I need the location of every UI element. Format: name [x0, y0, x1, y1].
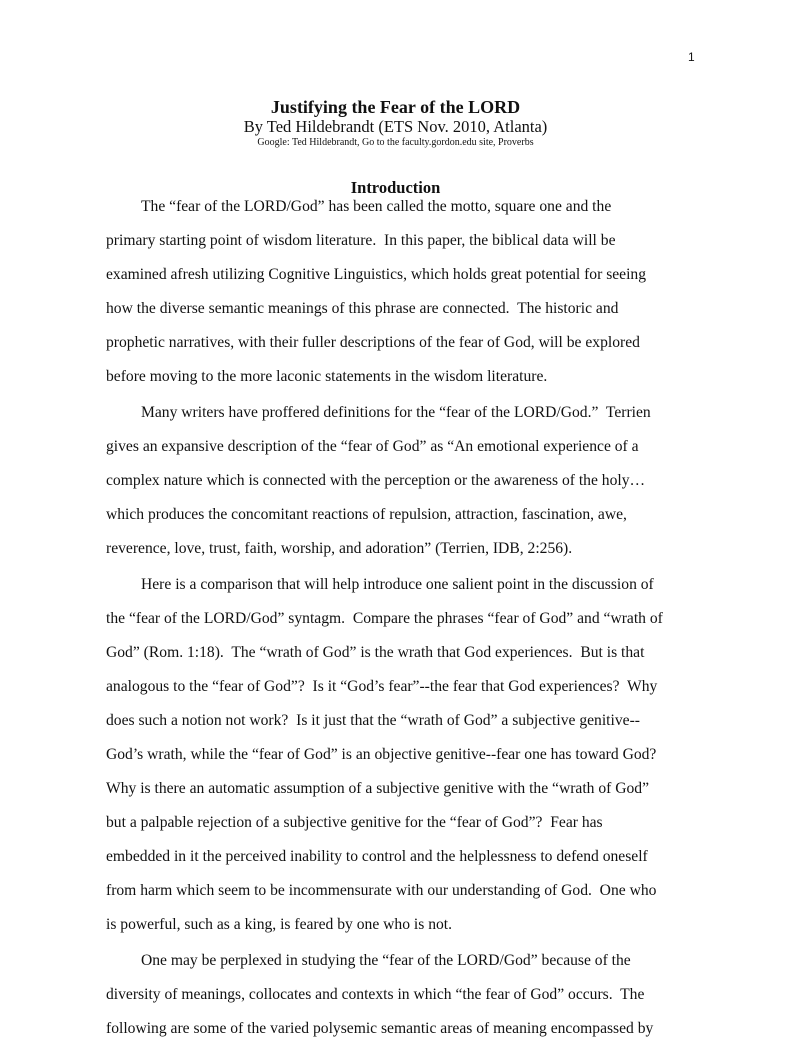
body-line: but a palpable rejection of a subjective genitive for the “fear of God”? Fear has — [106, 814, 603, 831]
body-line: diversity of meanings, collocates and contexts in which “the fear of God” occurs. The — [106, 986, 645, 1003]
body-line: One may be perplexed in studying the “fear of the LORD/God” because of the — [141, 952, 631, 969]
body-line: is powerful, such as a king, is feared by one who is not. — [106, 916, 453, 933]
body-line: Here is a comparison that will help introduce one salient point in the discussion of — [141, 576, 654, 593]
body-line: God’s wrath, while the “fear of God” is an objective genitive--fear one has toward God? — [106, 746, 657, 763]
body-line: The “fear of the LORD/God” has been called the motto, square one and the — [141, 198, 612, 215]
document-title: Justifying the Fear of the LORD — [270, 97, 521, 117]
body-line: the “fear of the LORD/God” syntagm. Compare the phrases “fear of God” and “wrath of — [106, 610, 663, 627]
body-line: before moving to the more laconic statements in the wisdom literature. — [106, 368, 548, 385]
body-line: embedded in it the perceived inability to control and the helplessness to defend oneself — [106, 848, 648, 865]
body-line: reverence, love, trust, faith, worship, and adoration” (Terrien, IDB, 2:256). — [106, 540, 573, 557]
body-line: Why is there an automatic assumption of a subjective genitive with the “wrath of God” — [106, 780, 650, 797]
document-byline: By Ted Hildebrandt (ETS Nov. 2010, Atlanta) — [243, 117, 548, 136]
body-line: complex nature which is connected with the perception or the awareness of the holy… — [106, 472, 646, 489]
body-line: from harm which seem to be incommensurate with our understanding of God. One who — [106, 882, 657, 899]
body-line: which produces the concomitant reactions of repulsion, attraction, fascination, awe, — [106, 506, 627, 523]
body-line: prophetic narratives, with their fuller descriptions of the fear of God, will be explored — [106, 334, 640, 351]
body-line: analogous to the “fear of God”? Is it “God’s fear”--the fear that God experiences? Why — [106, 678, 658, 695]
body-line: does such a notion not work? Is it just that the “wrath of God” a subjective genitive-- — [106, 712, 640, 729]
section-heading: Introduction — [350, 178, 441, 197]
page-number: 1 — [688, 50, 695, 64]
body-line: Many writers have proffered definitions for the “fear of the LORD/God.” Terrien — [141, 404, 651, 421]
body-line: primary starting point of wisdom literature. In this paper, the biblical data will be — [106, 232, 616, 249]
body-line: how the diverse semantic meanings of this phrase are connected. The historic and — [106, 300, 619, 317]
body-line: gives an expansive description of the “fear of God” as “An emotional experience of a — [106, 438, 639, 455]
body-line: God” (Rom. 1:18). The “wrath of God” is the wrath that God experiences. But is that — [106, 644, 645, 661]
document-source-note: Google: Ted Hildebrandt, Go to the faculty.gordon.edu site, Proverbs — [257, 137, 534, 148]
body-line: examined afresh utilizing Cognitive Linguistics, which holds great potential for seeing — [106, 266, 647, 283]
body-line: following are some of the varied polysemic semantic areas of meaning encompassed by — [106, 1020, 654, 1037]
